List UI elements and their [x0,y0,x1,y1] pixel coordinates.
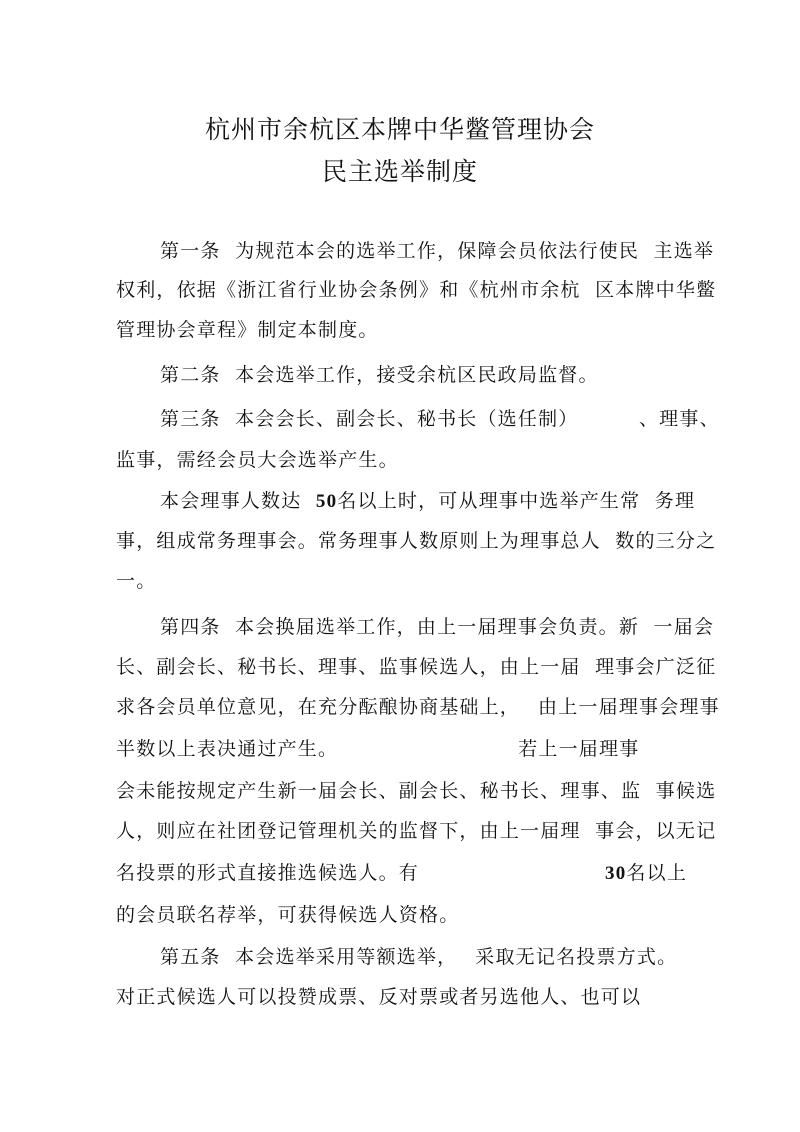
line-segment: 名投票的形式直接推选候选人。有 [116,862,420,884]
paragraph-line [160,942,677,969]
paragraph-line: 人，则应在社团登记管理机关的监督下，由上一届理 事会，以无记 [116,820,717,842]
paragraph-line [116,858,687,885]
line-segment: 、理事、 [638,408,720,430]
document-title-line-1: 杭州市余杭区本牌中华鳖管理协会 [204,115,595,144]
paragraph-line [160,404,720,431]
paragraph-line: 第二条 本会选举工作，接受余杭区民政局监督。 [160,364,599,386]
line-segment: 第三条 本会会长、副会长、秘书长（选任制） [160,408,569,430]
member-count-30: 30 [605,863,627,884]
line-segment: 若上一届理事 [518,738,640,760]
line-segment: 名以上时，可从理事中选举产生常 务理 [337,490,696,512]
paragraph-line: 管理协会章程》制定本制度。 [116,319,379,341]
line-segment: 求各会员单位意见，在充分酝酿协商基础上， [116,696,521,718]
paragraph-line [116,692,720,719]
line-segment: 采取无记名投票方式。 [475,946,678,968]
paragraph-line: 一。 [116,570,157,592]
line-segment: 名以上 [626,862,688,884]
line-segment: 本会理事人数达 [160,490,316,512]
line-segment: 第五条 本会选举采用等额选举， [160,946,458,968]
paragraph-line: 会未能按规定产生新一届会长、副会长、秘书长、理事、监 事候选 [116,780,717,802]
paragraph-line: 第一条 为规范本会的选举工作，保障会员依法行使民 主选举 [160,240,715,262]
paragraph-line [116,734,639,761]
paragraph-line: 权利，依据《浙江省行业协会条例》和《杭州市余杭 区本牌中华鳖 [116,279,717,301]
document-title-line-2: 民主选举制度 [321,157,478,186]
paragraph-line: 的会员联名荐举，可获得候选人资格。 [116,904,460,926]
paragraph-line: 第四条 本会换届选举工作，由上一届理事会负责。新 一届会 [160,616,715,638]
paragraph-line: 事，组成常务理事会。常务理事人数原则上为理事总人 数的三分之 [116,530,717,552]
member-count-50: 50 [315,491,338,512]
paragraph-line [160,486,695,513]
paragraph-line: 对正式候选人可以投赞成票、反对票或者另选他人、也可以 [116,986,642,1008]
paragraph-line: 监事，需经会员大会选举产生。 [116,449,399,471]
line-segment: 由上一届理事会理事 [538,696,720,718]
line-segment: 半数以上表决通过产生。 [116,738,339,760]
paragraph-line: 长、副会长、秘书长、理事、监事候选人，由上一届 理事会广泛征 [116,656,717,678]
